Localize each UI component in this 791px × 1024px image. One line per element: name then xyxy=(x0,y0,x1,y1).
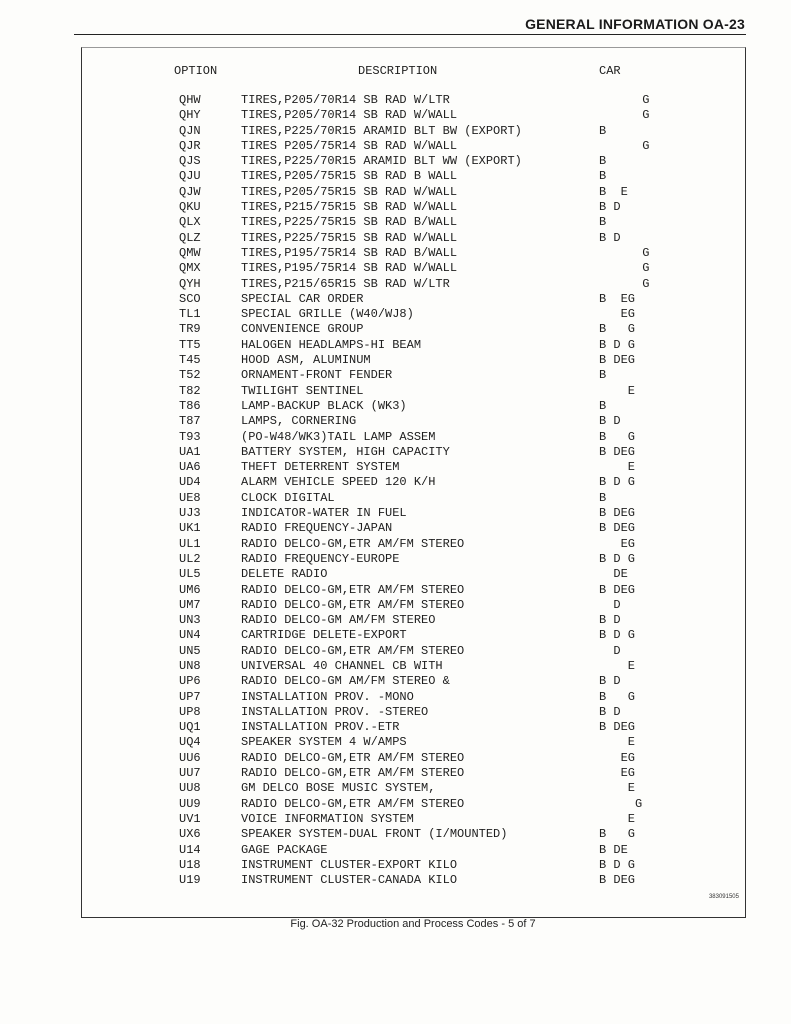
table-row xyxy=(0,705,791,720)
table-row xyxy=(0,781,791,796)
option-code: UA6 xyxy=(179,460,201,475)
column-header-description: DESCRIPTION xyxy=(358,64,438,78)
option-description: RADIO FREQUENCY-JAPAN xyxy=(241,521,393,536)
option-description: TIRES,P205/70R14 SB RAD W/LTR xyxy=(241,93,450,107)
option-code: QLZ xyxy=(179,230,201,245)
option-code: QJR xyxy=(179,138,201,153)
table-row xyxy=(0,93,791,108)
option-description: INSTALLATION PROV. -STEREO xyxy=(241,704,429,719)
option-table-body xyxy=(0,93,791,888)
option-description: BATTERY SYSTEM, HIGH CAPACITY xyxy=(241,444,450,459)
option-description: (PO-W48/WK3)TAIL LAMP ASSEM xyxy=(241,429,436,444)
table-row xyxy=(0,246,791,261)
option-code: QHW xyxy=(179,93,201,107)
table-row xyxy=(0,812,791,827)
car-applicability: B D xyxy=(599,674,621,689)
option-description: HOOD ASM, ALUMINUM xyxy=(241,353,371,368)
car-applicability: E xyxy=(599,658,636,673)
table-row xyxy=(0,628,791,643)
car-applicability: B DEG xyxy=(599,521,636,536)
option-code: T86 xyxy=(179,398,201,413)
header-rule xyxy=(74,34,746,35)
option-code: QMX xyxy=(179,261,201,276)
car-applicability: B xyxy=(599,490,607,505)
option-code: UP6 xyxy=(179,674,201,689)
car-applicability: B xyxy=(599,398,607,413)
option-description: ALARM VEHICLE SPEED 120 K/H xyxy=(241,475,436,490)
car-applicability: D xyxy=(599,643,621,658)
car-applicability: EG xyxy=(599,307,636,322)
car-applicability: B G xyxy=(599,322,636,337)
car-applicability: B xyxy=(599,169,607,184)
option-description: TIRES,P205/70R14 SB RAD W/WALL xyxy=(241,108,458,123)
table-row xyxy=(0,751,791,766)
car-applicability: EG xyxy=(599,536,636,551)
table-row xyxy=(0,124,791,139)
option-code: UN5 xyxy=(179,643,201,658)
option-description: LAMP-BACKUP BLACK (WK3) xyxy=(241,398,407,413)
option-description: TIRES P205/75R14 SB RAD W/WALL xyxy=(241,138,458,153)
option-description: INDICATOR-WATER IN FUEL xyxy=(241,506,407,521)
option-description: CARTRIDGE DELETE-EXPORT xyxy=(241,628,407,643)
option-description: INSTRUMENT CLUSTER-CANADA KILO xyxy=(241,873,458,888)
car-applicability: EG xyxy=(599,750,636,765)
option-code: QLX xyxy=(179,215,201,230)
option-description: INSTALLATION PROV.-ETR xyxy=(241,720,400,735)
car-applicability: B D xyxy=(599,613,621,628)
car-applicability: G xyxy=(599,276,650,291)
option-description: TIRES,P195/75R14 SB RAD W/WALL xyxy=(241,261,458,276)
option-code: UN8 xyxy=(179,658,201,673)
option-description: TIRES,P225/75R15 SB RAD W/WALL xyxy=(241,230,458,245)
option-description: RADIO DELCO-GM,ETR AM/FM STEREO xyxy=(241,796,465,811)
option-code: UL1 xyxy=(179,536,201,551)
table-row xyxy=(0,430,791,445)
option-description: SPECIAL GRILLE (W40/WJ8) xyxy=(241,307,414,322)
option-description: RADIO DELCO-GM AM/FM STEREO xyxy=(241,613,436,628)
option-code: UU9 xyxy=(179,796,201,811)
option-code: U14 xyxy=(179,842,201,857)
table-row xyxy=(0,307,791,322)
option-description: TIRES,P205/75R15 SB RAD W/WALL xyxy=(241,184,458,199)
figure-caption: Fig. OA-32 Production and Process Codes - 5 of 7 xyxy=(290,918,536,930)
table-row xyxy=(0,537,791,552)
car-applicability: B D xyxy=(599,414,621,429)
car-applicability: E xyxy=(599,811,636,826)
column-header-car: CAR xyxy=(599,64,621,78)
table-row xyxy=(0,644,791,659)
option-description: TIRES,P225/75R15 SB RAD B/WALL xyxy=(241,215,458,230)
table-row xyxy=(0,674,791,689)
option-code: T52 xyxy=(179,368,201,383)
option-code: T45 xyxy=(179,353,201,368)
option-description: CLOCK DIGITAL xyxy=(241,490,335,505)
option-code: UU6 xyxy=(179,750,201,765)
option-code: T93 xyxy=(179,429,201,444)
table-row xyxy=(0,231,791,246)
table-row xyxy=(0,185,791,200)
car-applicability: G xyxy=(599,245,650,260)
car-applicability: B D xyxy=(599,230,621,245)
car-applicability: B DEG xyxy=(599,582,636,597)
table-row xyxy=(0,277,791,292)
option-description: DELETE RADIO xyxy=(241,567,328,582)
option-code: UD4 xyxy=(179,475,201,490)
car-applicability: E xyxy=(599,735,636,750)
table-row xyxy=(0,368,791,383)
option-code: QMW xyxy=(179,245,201,260)
table-row xyxy=(0,797,791,812)
option-description: TIRES,P225/70R15 ARAMID BLT BW (EXPORT) xyxy=(241,123,522,138)
car-applicability: B DEG xyxy=(599,506,636,521)
option-code: UM6 xyxy=(179,582,201,597)
car-applicability: B G xyxy=(599,429,636,444)
option-description: TIRES,P205/75R15 SB RAD B WALL xyxy=(241,169,458,184)
table-row xyxy=(0,873,791,888)
car-applicability: G xyxy=(599,108,650,123)
option-description: UNIVERSAL 40 CHANNEL CB WITH xyxy=(241,658,443,673)
car-applicability: B xyxy=(599,123,607,138)
option-description: INSTRUMENT CLUSTER-EXPORT KILO xyxy=(241,857,458,872)
option-code: UP8 xyxy=(179,704,201,719)
option-code: QYH xyxy=(179,276,201,291)
option-code: UL2 xyxy=(179,551,201,566)
table-row xyxy=(0,261,791,276)
car-applicability: B G xyxy=(599,827,636,842)
car-applicability: B E xyxy=(599,184,628,199)
option-code: UQ1 xyxy=(179,720,201,735)
option-code: UK1 xyxy=(179,521,201,536)
car-applicability: G xyxy=(599,796,643,811)
option-description: TIRES,P215/75R15 SB RAD W/WALL xyxy=(241,200,458,215)
table-row xyxy=(0,292,791,307)
option-code: TR9 xyxy=(179,322,201,337)
table-row xyxy=(0,169,791,184)
page-header-title: GENERAL INFORMATION OA-23 xyxy=(525,16,745,32)
car-applicability: DE xyxy=(599,567,628,582)
option-description: TIRES,P225/70R15 ARAMID BLT WW (EXPORT) xyxy=(241,154,522,169)
option-code: UM7 xyxy=(179,597,201,612)
option-description: LAMPS, CORNERING xyxy=(241,414,357,429)
option-code: UL5 xyxy=(179,567,201,582)
car-applicability: B EG xyxy=(599,291,636,306)
table-row xyxy=(0,858,791,873)
car-applicability: G xyxy=(599,138,650,153)
car-applicability: G xyxy=(599,93,650,107)
table-row xyxy=(0,353,791,368)
option-description: RADIO DELCO-GM,ETR AM/FM STEREO xyxy=(241,750,465,765)
car-applicability: B DEG xyxy=(599,873,636,888)
option-code: UJ3 xyxy=(179,506,201,521)
car-applicability: E xyxy=(599,781,636,796)
table-row xyxy=(0,475,791,490)
table-row xyxy=(0,399,791,414)
table-row xyxy=(0,384,791,399)
car-applicability: B xyxy=(599,368,607,383)
table-row xyxy=(0,843,791,858)
table-row xyxy=(0,154,791,169)
table-row xyxy=(0,583,791,598)
option-description: ORNAMENT-FRONT FENDER xyxy=(241,368,393,383)
car-applicability: B xyxy=(599,215,607,230)
table-row xyxy=(0,827,791,842)
table-row xyxy=(0,338,791,353)
car-applicability: EG xyxy=(599,766,636,781)
option-description: RADIO FREQUENCY-EUROPE xyxy=(241,551,400,566)
option-code: UP7 xyxy=(179,689,201,704)
car-applicability: B D xyxy=(599,704,621,719)
table-row xyxy=(0,445,791,460)
car-applicability: B G xyxy=(599,689,636,704)
option-description: RADIO DELCO-GM,ETR AM/FM STEREO xyxy=(241,582,465,597)
car-applicability: B D xyxy=(599,200,621,215)
option-description: HALOGEN HEADLAMPS-HI BEAM xyxy=(241,337,422,352)
option-code: QJN xyxy=(179,123,201,138)
option-code: UN4 xyxy=(179,628,201,643)
table-row xyxy=(0,460,791,475)
option-description: SPECIAL CAR ORDER xyxy=(241,291,364,306)
option-description: RADIO DELCO-GM AM/FM STEREO & xyxy=(241,674,450,689)
table-row xyxy=(0,567,791,582)
option-description: INSTALLATION PROV. -MONO xyxy=(241,689,414,704)
car-applicability: B xyxy=(599,154,607,169)
option-code: TT5 xyxy=(179,337,201,352)
table-row xyxy=(0,735,791,750)
option-code: T87 xyxy=(179,414,201,429)
option-code: UU8 xyxy=(179,781,201,796)
option-description: GAGE PACKAGE xyxy=(241,842,328,857)
table-row xyxy=(0,139,791,154)
option-code: QJW xyxy=(179,184,201,199)
car-applicability: B D G xyxy=(599,475,636,490)
option-code: T82 xyxy=(179,383,201,398)
option-code: QJU xyxy=(179,169,201,184)
option-code: UQ4 xyxy=(179,735,201,750)
table-row xyxy=(0,690,791,705)
option-description: GM DELCO BOSE MUSIC SYSTEM, xyxy=(241,781,436,796)
table-row xyxy=(0,659,791,674)
option-code: UU7 xyxy=(179,766,201,781)
table-row xyxy=(0,200,791,215)
table-row xyxy=(0,521,791,536)
option-code: UV1 xyxy=(179,811,201,826)
column-header-option: OPTION xyxy=(174,64,218,78)
table-row xyxy=(0,215,791,230)
option-description: VOICE INFORMATION SYSTEM xyxy=(241,811,414,826)
option-code: UA1 xyxy=(179,444,201,459)
car-applicability: D xyxy=(599,597,621,612)
option-code: UN3 xyxy=(179,613,201,628)
option-description: RADIO DELCO-GM,ETR AM/FM STEREO xyxy=(241,536,465,551)
car-applicability: B DEG xyxy=(599,444,636,459)
option-description: TWILIGHT SENTINEL xyxy=(241,383,364,398)
table-row xyxy=(0,322,791,337)
car-applicability: G xyxy=(599,261,650,276)
table-row xyxy=(0,414,791,429)
option-code: UX6 xyxy=(179,827,201,842)
option-description: RADIO DELCO-GM,ETR AM/FM STEREO xyxy=(241,643,465,658)
table-row xyxy=(0,766,791,781)
table-row xyxy=(0,720,791,735)
option-code: TL1 xyxy=(179,307,201,322)
car-applicability: E xyxy=(599,383,636,398)
table-row xyxy=(0,491,791,506)
option-code: QHY xyxy=(179,108,201,123)
option-code: QJS xyxy=(179,154,201,169)
option-description: THEFT DETERRENT SYSTEM xyxy=(241,460,400,475)
car-applicability: B D G xyxy=(599,551,636,566)
option-code: U19 xyxy=(179,873,201,888)
option-description: RADIO DELCO-GM,ETR AM/FM STEREO xyxy=(241,597,465,612)
table-row xyxy=(0,613,791,628)
option-description: SPEAKER SYSTEM-DUAL FRONT (I/MOUNTED) xyxy=(241,827,508,842)
option-description: SPEAKER SYSTEM 4 W/AMPS xyxy=(241,735,407,750)
option-description: TIRES,P195/75R14 SB RAD B/WALL xyxy=(241,245,458,260)
car-applicability: B D G xyxy=(599,337,636,352)
option-description: CONVENIENCE GROUP xyxy=(241,322,364,337)
car-applicability: B D G xyxy=(599,857,636,872)
figure-id: 383091505 xyxy=(708,894,739,900)
car-applicability: E xyxy=(599,460,636,475)
table-row xyxy=(0,552,791,567)
option-code: UE8 xyxy=(179,490,201,505)
table-row xyxy=(0,598,791,613)
option-code: U18 xyxy=(179,857,201,872)
table-row xyxy=(0,506,791,521)
table-row xyxy=(0,108,791,123)
car-applicability: B DE xyxy=(599,842,628,857)
option-description: TIRES,P215/65R15 SB RAD W/LTR xyxy=(241,276,450,291)
option-code: SCO xyxy=(179,291,201,306)
car-applicability: B DEG xyxy=(599,720,636,735)
option-description: RADIO DELCO-GM,ETR AM/FM STEREO xyxy=(241,766,465,781)
option-code: QKU xyxy=(179,200,201,215)
car-applicability: B DEG xyxy=(599,353,636,368)
car-applicability: B D G xyxy=(599,628,636,643)
